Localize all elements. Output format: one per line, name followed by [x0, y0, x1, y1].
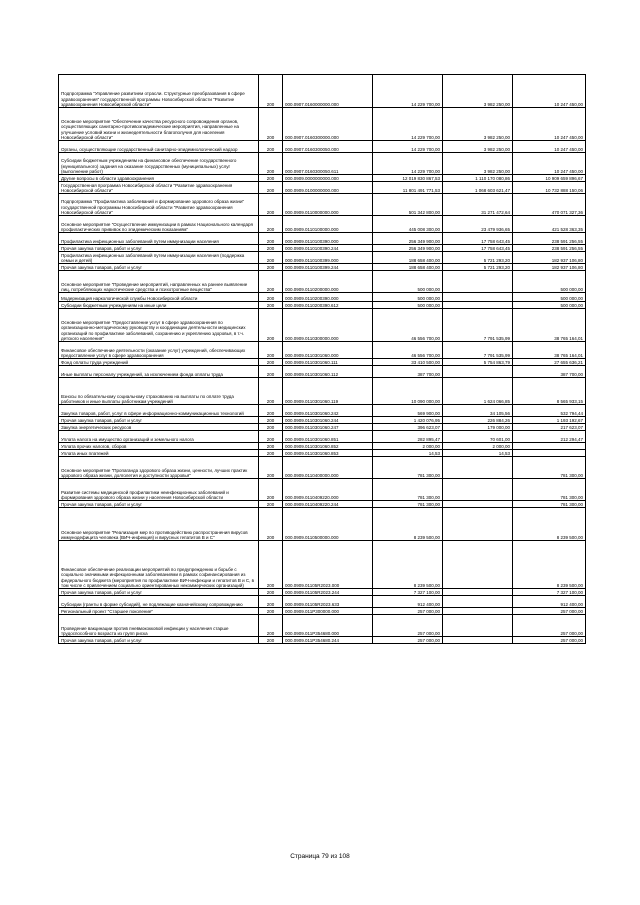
- row-admin-code-cell: 200: [259, 417, 283, 424]
- row-remaining-amount-cell: 500 000,00: [513, 271, 586, 293]
- row-approved-amount-cell: 46 556 700,00: [373, 309, 443, 342]
- table-row: [59, 194, 586, 216]
- row-name-cell: Фонд оплаты труда учреждений: [59, 359, 259, 366]
- row-classification-code-cell: 000.0909.0110301060.247: [283, 424, 373, 431]
- row-approved-amount-cell: 445 008 300,00: [373, 216, 443, 233]
- row-executed-amount-cell: 34 105,56: [443, 405, 513, 417]
- row-admin-code-cell: 200: [259, 405, 283, 417]
- row-admin-code-cell: 200: [259, 589, 283, 596]
- row-admin-code-cell: 200: [259, 501, 283, 508]
- row-name-cell: Профилактика инфекционных заболеваний путем иммунизации населения: [59, 233, 259, 245]
- row-approved-amount-cell: 781 300,00: [373, 501, 443, 508]
- row-admin-code-cell: 200: [259, 637, 283, 644]
- row-admin-code-cell: 200: [259, 541, 283, 589]
- row-executed-amount-cell: 179 000,00: [443, 424, 513, 431]
- row-classification-code-cell: 000.0909.0110200390.612: [283, 302, 373, 309]
- row-classification-code-cell: 000.0909.0110301060.119: [283, 378, 373, 405]
- row-approved-amount-cell: 14,53: [373, 450, 443, 457]
- row-admin-code-cell: 200: [259, 309, 283, 342]
- row-approved-amount-cell: 14 229 700,00: [373, 75, 443, 108]
- row-admin-code-cell: 200: [259, 108, 283, 141]
- row-name-cell: Прочая закупка товаров, работ и услуг: [59, 245, 259, 252]
- row-approved-amount-cell: 14 229 700,00: [373, 141, 443, 153]
- row-admin-code-cell: 200: [259, 264, 283, 271]
- row-executed-amount-cell: 2 000,00: [443, 443, 513, 450]
- row-admin-code-cell: 200: [259, 233, 283, 245]
- row-remaining-amount-cell: 421 528 363,35: [513, 216, 586, 233]
- row-admin-code-cell: 200: [259, 596, 283, 608]
- row-classification-code-cell: 000.0909.0110301060.852: [283, 443, 373, 450]
- row-classification-code-cell: 000.0909.0110301060.111: [283, 359, 373, 366]
- table-row: [59, 615, 586, 637]
- row-admin-code-cell: 200: [259, 252, 283, 264]
- row-classification-code-cell: 000.0909.0110301060.853: [283, 450, 373, 457]
- row-admin-code-cell: 200: [259, 141, 283, 153]
- row-classification-code-cell: 000.0909.0110100399.244: [283, 264, 373, 271]
- row-admin-code-cell: 200: [259, 75, 283, 108]
- row-classification-code-cell: 000.0909.011P300000.000: [283, 608, 373, 615]
- row-approved-amount-cell: 256 349 900,00: [373, 245, 443, 252]
- row-executed-amount-cell: 1 068 603 621,47: [443, 182, 513, 194]
- row-classification-code-cell: 000.0909.0110500000.000: [283, 508, 373, 541]
- row-admin-code-cell: 200: [259, 175, 283, 182]
- row-name-cell: Модернизация наркологической службы Новосибирской области: [59, 293, 259, 302]
- table-row: [59, 216, 586, 233]
- row-approved-amount-cell: 8 239 500,00: [373, 508, 443, 541]
- row-approved-amount-cell: 500 000,00: [373, 302, 443, 309]
- row-name-cell: Органы, осуществляющие государственный санитарно-эпидемиологический надзор: [59, 141, 259, 153]
- row-name-cell: Подпрограмма "Управление развитием отрасли. Структурные преобразования в сфере здравоохранения" государственной программы Новосибирской области "Развитие здравоохранения Новосибирской области": [59, 75, 259, 108]
- table-row: [59, 608, 586, 615]
- row-executed-amount-cell: [443, 615, 513, 637]
- row-remaining-amount-cell: 8 239 500,00: [513, 508, 586, 541]
- row-admin-code-cell: 200: [259, 508, 283, 541]
- row-classification-code-cell: 000.0907.0160300050.000: [283, 141, 373, 153]
- table-row: [59, 141, 586, 153]
- row-admin-code-cell: 200: [259, 153, 283, 175]
- row-admin-code-cell: 200: [259, 608, 283, 615]
- row-executed-amount-cell: 5 721 293,20: [443, 252, 513, 264]
- row-classification-code-cell: 000.0909.01105R2023.244: [283, 589, 373, 596]
- row-classification-code-cell: 000.0909.0110100399.000: [283, 252, 373, 264]
- row-approved-amount-cell: 46 556 700,00: [373, 342, 443, 359]
- table-row: [59, 479, 586, 501]
- row-name-cell: Уплата налога на имущество организаций и земельного налога: [59, 431, 259, 443]
- row-admin-code-cell: 200: [259, 615, 283, 637]
- table-row: [59, 366, 586, 378]
- row-admin-code-cell: 200: [259, 378, 283, 405]
- row-name-cell: Прочая закупка товаров, работ и услуг: [59, 417, 259, 424]
- row-name-cell: Закупка энергетических ресурсов: [59, 424, 259, 431]
- row-approved-amount-cell: 781 300,00: [373, 479, 443, 501]
- row-approved-amount-cell: 7 327 100,00: [373, 589, 443, 596]
- row-name-cell: Региональный проект "Старшее поколение": [59, 608, 259, 615]
- row-remaining-amount-cell: 217 623,07: [513, 424, 586, 431]
- row-classification-code-cell: 000.0907.0160300000.000: [283, 108, 373, 141]
- row-remaining-amount-cell: 500 000,00: [513, 302, 586, 309]
- row-remaining-amount-cell: 212 294,47: [513, 431, 586, 443]
- row-executed-amount-cell: 3 982 250,00: [443, 75, 513, 108]
- row-remaining-amount-cell: 532 794,44: [513, 405, 586, 417]
- row-approved-amount-cell: 1 420 076,95: [373, 417, 443, 424]
- row-executed-amount-cell: 3 982 250,00: [443, 153, 513, 175]
- table-row: [59, 424, 586, 431]
- row-remaining-amount-cell: 470 071 327,36: [513, 194, 586, 216]
- row-admin-code-cell: 200: [259, 293, 283, 302]
- row-name-cell: Основное мероприятие "Пропаганда здорового образа жизни, ценности, лучших практик здорового образа жизни, долголетия и доступности здоровья": [59, 457, 259, 479]
- page-number-footer: Страница 79 из 108: [290, 853, 350, 860]
- row-remaining-amount-cell: 257 000,00: [513, 608, 586, 615]
- row-remaining-amount-cell: 10 909 659 896,67: [513, 175, 586, 182]
- row-admin-code-cell: 200: [259, 302, 283, 309]
- row-admin-code-cell: 200: [259, 359, 283, 366]
- row-remaining-amount-cell: 257 000,00: [513, 615, 586, 637]
- row-remaining-amount-cell: [513, 450, 586, 457]
- row-executed-amount-cell: 3 982 250,00: [443, 108, 513, 141]
- row-name-cell: Уплата иных платежей: [59, 450, 259, 457]
- row-executed-amount-cell: 1 624 066,85: [443, 378, 513, 405]
- row-approved-amount-cell: 8 239 500,00: [373, 541, 443, 589]
- row-approved-amount-cell: 569 900,00: [373, 405, 443, 417]
- row-executed-amount-cell: 14,53: [443, 450, 513, 457]
- table-row: [59, 108, 586, 141]
- row-name-cell: Финансовое обеспечение деятельности (оказание услуг) учреждений, обеспечивающих предоставление услуг в сфере здравоохранения: [59, 342, 259, 359]
- row-name-cell: Субсидии бюджетным учреждениям на иные цели: [59, 302, 259, 309]
- budget-table-body: [59, 75, 586, 644]
- row-name-cell: Финансовое обеспечение реализации мероприятий по предупреждению и борьбе с социально значимыми инфекционными заболеваниями в рамках софинансирования из федерального бюджета (мероприятия по профилактике ВИЧ-инфекции и гепатитов В и С, в том числе с привлечением социально ориентированных некоммерческих организаций): [59, 541, 259, 589]
- row-remaining-amount-cell: 781 300,00: [513, 501, 586, 508]
- row-executed-amount-cell: [443, 637, 513, 644]
- row-approved-amount-cell: 282 895,47: [373, 431, 443, 443]
- row-executed-amount-cell: 3 982 250,00: [443, 141, 513, 153]
- row-executed-amount-cell: [443, 366, 513, 378]
- row-approved-amount-cell: 14 229 700,00: [373, 108, 443, 141]
- row-executed-amount-cell: 17 758 643,45: [443, 233, 513, 245]
- row-executed-amount-cell: 5 721 293,20: [443, 264, 513, 271]
- row-name-cell: Уплата прочих налогов, сборов: [59, 443, 259, 450]
- table-row: [59, 417, 586, 424]
- table-row: [59, 378, 586, 405]
- row-remaining-amount-cell: 10 247 450,00: [513, 153, 586, 175]
- table-row: [59, 245, 586, 252]
- row-name-cell: Прочая закупка товаров, работ и услуг: [59, 589, 259, 596]
- row-approved-amount-cell: 257 000,00: [373, 615, 443, 637]
- table-row: [59, 252, 586, 264]
- table-row: [59, 359, 586, 366]
- row-executed-amount-cell: [443, 293, 513, 302]
- row-admin-code-cell: 200: [259, 450, 283, 457]
- row-name-cell: Субсидии бюджетным учреждениям на финансовое обеспечение государственного (муниципального) задания на оказание государственных (муниципальных) услуг (выполнение работ): [59, 153, 259, 175]
- table-row: [59, 309, 586, 342]
- row-remaining-amount-cell: 10 732 888 150,06: [513, 182, 586, 194]
- table-row: [59, 637, 586, 644]
- row-name-cell: Взносы по обязательному социальному страхованию на выплаты по оплате труда работников и иные выплаты работникам учреждений: [59, 378, 259, 405]
- row-classification-code-cell: 000.0909.0110000000.000: [283, 194, 373, 216]
- row-name-cell: Профилактика инфекционных заболеваний путем иммунизации населения (поддержка семьи и детей): [59, 252, 259, 264]
- row-classification-code-cell: 000.0909.011P354680.244: [283, 637, 373, 644]
- row-executed-amount-cell: [443, 608, 513, 615]
- row-classification-code-cell: 000.0909.0110100390.000: [283, 233, 373, 245]
- row-name-cell: Проведение вакцинации против пневмококковой инфекции у населения старше трудоспособного возраста из групп риска: [59, 615, 259, 637]
- table-row: [59, 302, 586, 309]
- row-executed-amount-cell: [443, 457, 513, 479]
- budget-table: [58, 74, 586, 644]
- row-approved-amount-cell: 188 658 400,00: [373, 252, 443, 264]
- row-admin-code-cell: 200: [259, 216, 283, 233]
- row-executed-amount-cell: [443, 302, 513, 309]
- row-executed-amount-cell: 70 601,00: [443, 431, 513, 443]
- row-remaining-amount-cell: 8 565 933,15: [513, 378, 586, 405]
- row-approved-amount-cell: 500 000,00: [373, 293, 443, 302]
- row-name-cell: Основное мероприятие "Предоставление услуг в сфере здравоохранения по организационно-методическому руководству и координации деятельности медицинских организаций по профилактике заболеваний, сохранению и укреплению здоровья, в т.ч. детского населения": [59, 309, 259, 342]
- row-approved-amount-cell: 257 000,00: [373, 637, 443, 644]
- row-name-cell: Основное мероприятие "Реализация мер по противодействию распространения вирусов иммунодефицита человека (ВИЧ-инфекция) и вирусных гепатитов В и С": [59, 508, 259, 541]
- row-approved-amount-cell: 256 349 900,00: [373, 233, 443, 245]
- row-remaining-amount-cell: 10 247 450,00: [513, 108, 586, 141]
- row-name-cell: Прочая закупка товаров, работ и услуг: [59, 501, 259, 508]
- row-classification-code-cell: 000.0909.0110100000.000: [283, 216, 373, 233]
- table-row: [59, 342, 586, 359]
- row-classification-code-cell: 000.0909.0110301060.244: [283, 417, 373, 424]
- row-executed-amount-cell: [443, 479, 513, 501]
- table-row: [59, 431, 586, 443]
- row-approved-amount-cell: 33 410 500,00: [373, 359, 443, 366]
- row-executed-amount-cell: 1 110 170 080,86: [443, 175, 513, 182]
- table-row: [59, 175, 586, 182]
- row-approved-amount-cell: 10 090 000,00: [373, 378, 443, 405]
- row-admin-code-cell: 200: [259, 443, 283, 450]
- row-admin-code-cell: 200: [259, 366, 283, 378]
- row-classification-code-cell: 000.0909.0110409220.000: [283, 479, 373, 501]
- row-remaining-amount-cell: 10 247 450,00: [513, 75, 586, 108]
- row-remaining-amount-cell: 182 937 106,80: [513, 264, 586, 271]
- row-approved-amount-cell: 2 000,00: [373, 443, 443, 450]
- row-remaining-amount-cell: 912 400,00: [513, 596, 586, 608]
- row-classification-code-cell: 000.0909.0100000000.000: [283, 182, 373, 194]
- row-approved-amount-cell: 781 300,00: [373, 457, 443, 479]
- row-admin-code-cell: 200: [259, 245, 283, 252]
- row-admin-code-cell: 200: [259, 271, 283, 293]
- row-executed-amount-cell: 17 758 643,45: [443, 245, 513, 252]
- row-classification-code-cell: 000.0909.0110300000.000: [283, 309, 373, 342]
- table-row: [59, 589, 586, 596]
- row-approved-amount-cell: 12 019 830 867,53: [373, 175, 443, 182]
- row-admin-code-cell: 200: [259, 431, 283, 443]
- row-name-cell: Субсидии (гранты в форме субсидий), не подлежащие казначейскому сопровождению: [59, 596, 259, 608]
- row-approved-amount-cell: 257 000,00: [373, 608, 443, 615]
- row-approved-amount-cell: 188 658 400,00: [373, 264, 443, 271]
- row-executed-amount-cell: [443, 589, 513, 596]
- row-name-cell: Другие вопросы в области здравоохранения: [59, 175, 259, 182]
- row-approved-amount-cell: 912 400,00: [373, 596, 443, 608]
- row-executed-amount-cell: 226 884,26: [443, 417, 513, 424]
- row-classification-code-cell: 000.0907.0160000000.000: [283, 75, 373, 108]
- row-executed-amount-cell: [443, 501, 513, 508]
- row-name-cell: Основное мероприятие "Обеспечение качества ресурсного сопровождения органов, осуществляющих санитарно-противоэпидемические мероприятия, направленные на улучшение условий жизни и жизнедеятельности благополучия для населения Новосибирской области": [59, 108, 259, 141]
- table-row: [59, 541, 586, 589]
- row-approved-amount-cell: 14 229 700,00: [373, 153, 443, 175]
- row-executed-amount-cell: [443, 508, 513, 541]
- row-classification-code-cell: 000.0909.0110301060.000: [283, 342, 373, 359]
- row-remaining-amount-cell: 238 591 256,55: [513, 233, 586, 245]
- row-admin-code-cell: 200: [259, 457, 283, 479]
- row-executed-amount-cell: [443, 541, 513, 589]
- row-name-cell: Прочая закупка товаров, работ и услуг: [59, 264, 259, 271]
- row-remaining-amount-cell: 7 327 100,00: [513, 589, 586, 596]
- row-remaining-amount-cell: 781 300,00: [513, 479, 586, 501]
- row-executed-amount-cell: 31 271 472,64: [443, 194, 513, 216]
- row-classification-code-cell: 000.0909.0110200390.000: [283, 293, 373, 302]
- row-remaining-amount-cell: 500 000,00: [513, 293, 586, 302]
- table-row: [59, 596, 586, 608]
- table-row: [59, 293, 586, 302]
- row-classification-code-cell: 000.0909.0110301060.112: [283, 366, 373, 378]
- row-name-cell: Развитие системы медицинской профилактики неинфекционных заболеваний и формирования здорового образа жизни у населения Новосибирской области: [59, 479, 259, 501]
- row-executed-amount-cell: 23 479 936,65: [443, 216, 513, 233]
- row-admin-code-cell: 200: [259, 194, 283, 216]
- row-classification-code-cell: 000.0909.0110100390.244: [283, 245, 373, 252]
- row-classification-code-cell: 000.0909.01105R2023.000: [283, 541, 373, 589]
- row-name-cell: Закупка товаров, работ, услуг в сфере информационно-коммуникационных технологий: [59, 405, 259, 417]
- row-admin-code-cell: 200: [259, 424, 283, 431]
- row-approved-amount-cell: 387 700,00: [373, 366, 443, 378]
- row-name-cell: Основное мероприятие "Осуществление иммунизации в рамках Национального календаря профилактических прививок по эпидемическим показаниям": [59, 216, 259, 233]
- row-remaining-amount-cell: 10 247 450,00: [513, 141, 586, 153]
- row-classification-code-cell: 000.0909.0110301060.242: [283, 405, 373, 417]
- row-remaining-amount-cell: 38 765 164,01: [513, 309, 586, 342]
- row-executed-amount-cell: 5 754 863,79: [443, 359, 513, 366]
- row-classification-code-cell: 000.0907.0160300050.611: [283, 153, 373, 175]
- row-remaining-amount-cell: 27 655 636,21: [513, 359, 586, 366]
- row-executed-amount-cell: [443, 271, 513, 293]
- row-remaining-amount-cell: 781 300,00: [513, 457, 586, 479]
- table-row: [59, 271, 586, 293]
- row-classification-code-cell: 000.0909.0110200000.000: [283, 271, 373, 293]
- document-page: [58, 74, 585, 644]
- row-remaining-amount-cell: 8 239 500,00: [513, 541, 586, 589]
- row-admin-code-cell: 200: [259, 182, 283, 194]
- table-row: [59, 501, 586, 508]
- row-remaining-amount-cell: 238 591 256,55: [513, 245, 586, 252]
- row-name-cell: Основное мероприятие "Проведение мероприятий, направленных на раннее выявление лиц, потребляющих наркотические средства и психотропные вещества": [59, 271, 259, 293]
- table-row: [59, 508, 586, 541]
- row-approved-amount-cell: 501 342 800,00: [373, 194, 443, 216]
- table-row: [59, 457, 586, 479]
- table-row: [59, 450, 586, 457]
- row-executed-amount-cell: 7 791 535,99: [443, 342, 513, 359]
- row-remaining-amount-cell: [513, 443, 586, 450]
- row-name-cell: Государственная программа Новосибирской области "Развитие здравоохранения Новосибирской области": [59, 182, 259, 194]
- row-admin-code-cell: 200: [259, 342, 283, 359]
- table-row: [59, 405, 586, 417]
- row-classification-code-cell: 000.0909.01105R2023.633: [283, 596, 373, 608]
- table-row: [59, 153, 586, 175]
- row-classification-code-cell: 000.0909.0110301060.851: [283, 431, 373, 443]
- table-row: [59, 443, 586, 450]
- table-row: [59, 75, 586, 108]
- table-row: [59, 233, 586, 245]
- table-row: [59, 182, 586, 194]
- row-classification-code-cell: 000.0909.0110409220.244: [283, 501, 373, 508]
- row-classification-code-cell: 000.0909.0000000000.000: [283, 175, 373, 182]
- row-remaining-amount-cell: 182 937 106,80: [513, 252, 586, 264]
- row-remaining-amount-cell: 257 000,00: [513, 637, 586, 644]
- row-executed-amount-cell: 7 791 535,99: [443, 309, 513, 342]
- table-row: [59, 264, 586, 271]
- row-approved-amount-cell: 396 623,07: [373, 424, 443, 431]
- row-classification-code-cell: 000.0909.011P354680.000: [283, 615, 373, 637]
- row-name-cell: Иные выплаты персоналу учреждений, за исключением фонда оплаты труда: [59, 366, 259, 378]
- row-classification-code-cell: 000.0909.0110400000.000: [283, 457, 373, 479]
- row-remaining-amount-cell: 38 765 164,01: [513, 342, 586, 359]
- row-remaining-amount-cell: 1 193 192,67: [513, 417, 586, 424]
- row-approved-amount-cell: 11 801 491 771,53: [373, 182, 443, 194]
- row-admin-code-cell: 200: [259, 479, 283, 501]
- row-remaining-amount-cell: 387 700,00: [513, 366, 586, 378]
- row-executed-amount-cell: [443, 596, 513, 608]
- row-approved-amount-cell: 500 000,00: [373, 271, 443, 293]
- row-name-cell: Подпрограмма "Профилактика заболеваний и формирование здорового образа жизни" государственной программы Новосибирской области "Развитие здравоохранения Новосибирской области": [59, 194, 259, 216]
- row-name-cell: Прочая закупка товаров, работ и услуг: [59, 637, 259, 644]
